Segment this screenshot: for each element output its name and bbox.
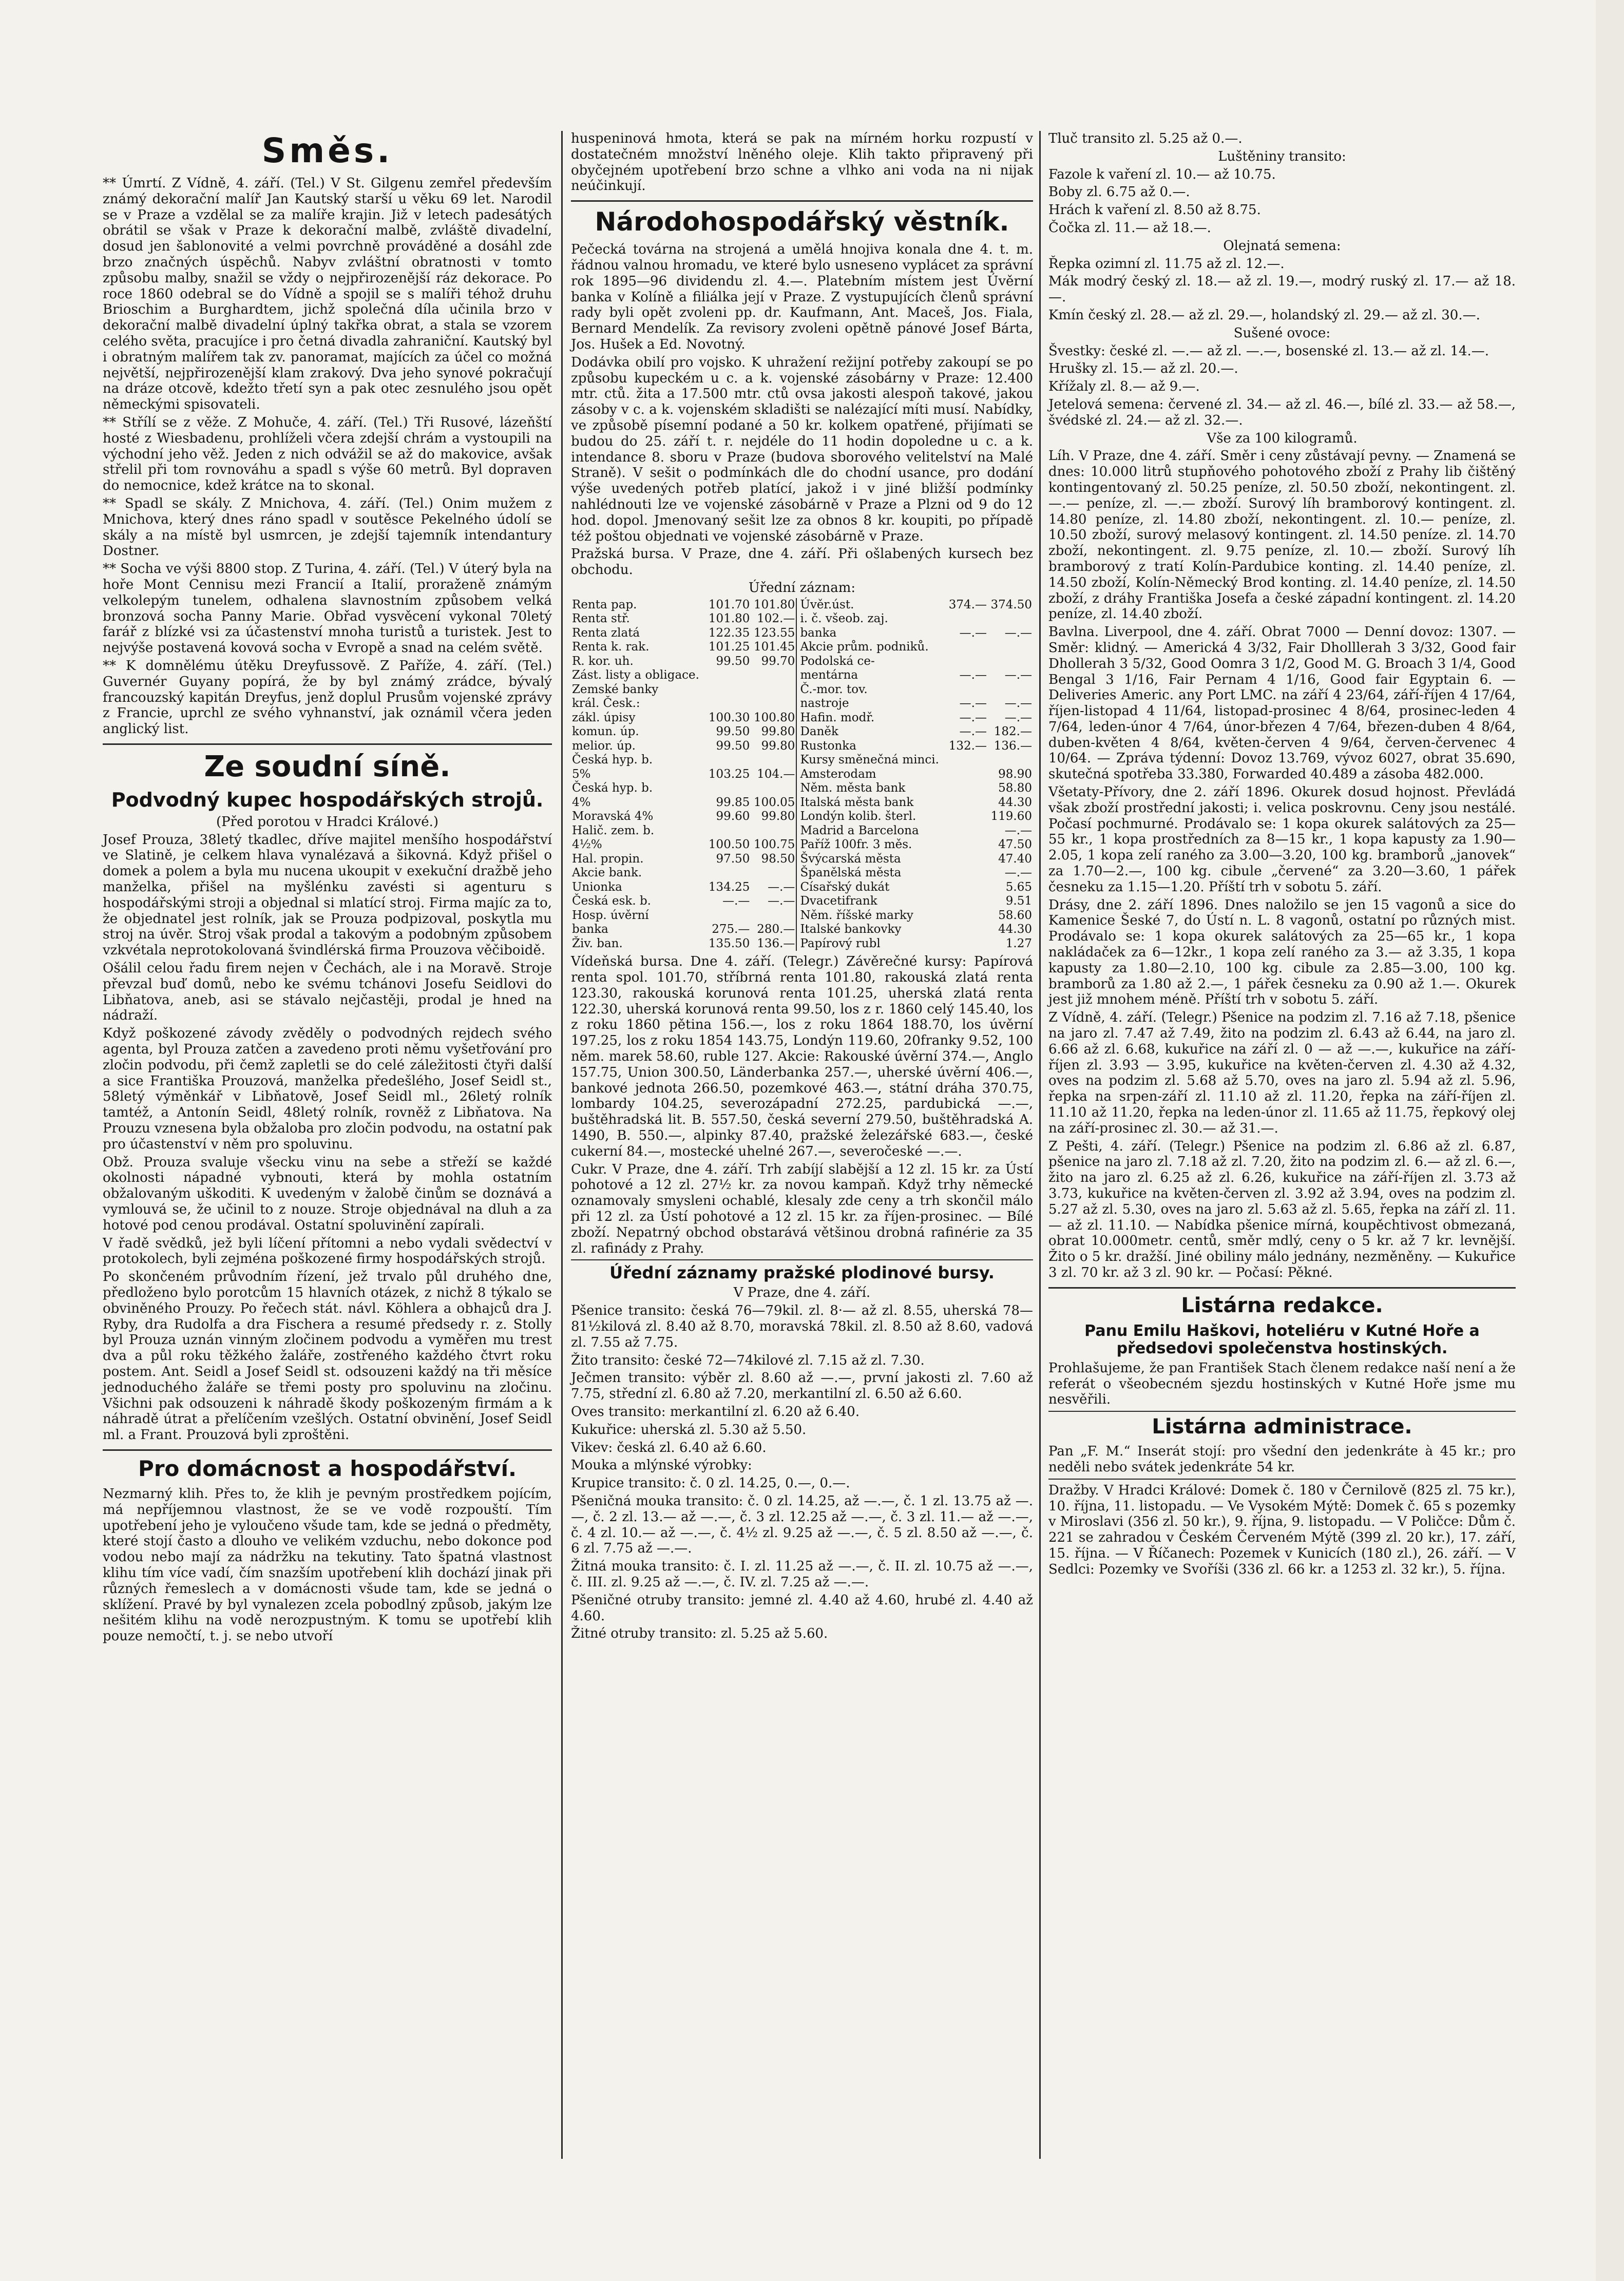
bursa-cell-right [946, 937, 988, 951]
bursa-cell-left: 99.50 [716, 654, 750, 668]
bursa-cell-right: Něm. říšské marky [796, 909, 946, 923]
bursa-cell-right: Hafin. modř. [796, 711, 946, 725]
bursa-cell-left: 101.45 [753, 640, 795, 654]
bursa-cell-left: Renta zlatá [572, 626, 640, 640]
commodity-price-line: Pšeničné otruby transito: jemné zl. 4.40 až 4.60, hrubé zl. 4.40 až 4.60. [571, 1592, 1033, 1624]
commodity-price-line: Žitné otruby transito: zl. 5.25 až 5.60. [571, 1626, 828, 1642]
bursa-row [571, 739, 1033, 754]
urad-zaznamy-list [571, 1303, 1033, 1642]
bursa-row [571, 711, 1033, 725]
urad-zaznamy-date: V Praze, dne 4. září. [733, 1285, 871, 1301]
bursa-cell-left: 99.80 [761, 725, 795, 739]
section-title-listarna-administrace: Listárna administrace. [1152, 1415, 1412, 1439]
bursa-cell-right [988, 753, 1033, 768]
bursa-cell-left: 99.60 [716, 810, 750, 823]
bursa-row [571, 655, 1033, 669]
group-heading: Olejnatá semena: [1223, 238, 1341, 254]
commodity-price-line: Kukuřice: uherská zl. 5.30 až 5.50. [571, 1422, 807, 1437]
bursa-cell-left: Renta k. rak. [572, 640, 649, 654]
bursa-cell-right: Rustonka [796, 739, 946, 754]
bursa-row [571, 768, 1033, 782]
bursa-cell-right: Londýn kolib. šterl. [796, 810, 946, 824]
bursa-cell-left: 99.50 [716, 725, 750, 739]
commodity-price-line: Žitná mouka transito: č. I. zl. 11.25 až —.—, č. II. zl. 10.75 až —.—, č. III. zl. 9.25 až —.—, č. IV. zl. 7.25 až —.—. [571, 1559, 1033, 1590]
bursa-row [571, 612, 1033, 626]
bursa-cell-right: Daněk [796, 725, 946, 739]
bursa-cell-right: Podolská ce- [796, 655, 946, 669]
news-item: ** Spadl se skály. Z Mnichova, 4. září. (Tel.) Onim mužem z Mnichova, který dnes ráno spadl v soutěsce Pekelného údolí se skály a na místě byl usmrcen, je zdejší tajemník intendantury Dostner. [103, 495, 552, 559]
price-line: Tluč transito zl. 5.25 až 0.—. [1048, 131, 1243, 146]
bursa-cell-left: 100.75 [753, 838, 795, 852]
column-1 [103, 131, 552, 1646]
bursa-row [571, 880, 1033, 895]
bursa-row [571, 753, 1033, 768]
bursa-cell-left [751, 697, 796, 711]
article-paragraph: Ošálil celou řadu firem nejen v Čechách, ale i na Moravě. Stroje převzal buď domů, nebo ke svému tchánovi Josefu Seidlovi do Libňatova, aneb, asi se stávalo nejčastěji, prodal je hned na nádraží. [103, 961, 552, 1024]
bursa-cell-left: 101.80 [708, 612, 750, 626]
section-divider [1048, 1479, 1516, 1480]
market-report: Bavlna. Liverpool, dne 4. září. Obrat 7000 — Denní dovoz: 1307. — Směr: klidný. — Americká 4 3/32, Fair Dholllerah 3 3/32, Good fair Dhollerah 3 5/32, Good Oomra 3 1/2, Good M. G. Broach 3 1/4, Good Bengal 3 1/16, Fair Pernam 4 1/16, Good fair Egyptain 6. — Deliveries Americ. any Port LMC. na září 4 23/64, září-říjen 4 17/64, říjen-listopad 4 11/64, listopad-prosinec 4 8/64, prosinec-leden 4 7/64, leden-únor 4 7/64, únor-březen 4 7/64, březen-duben 4 8/64, duben-květen 4 8/64, květen-červen 4 9/64, červen-červenec 4 10/64. — Zpráva týdenní: Dovoz 13.769, vývoz 6027, obrat 35.690, skutečná spotřeba 33.380, Forwarded 40.489 a zásoba 482.000. [1048, 624, 1516, 782]
market-report: Líh. V Praze, dne 4. září. Směr i ceny zůstávají pevny. — Znamená se dnes: 10.000 litrů stupňového pohotového zboží z Prahy lib čištěný kontingentovaný zl. 50.25 peníze, zl. 50.50 zboží, nekontingent. zl. —.— peníze, zl. —.— zboží. Surový líh bramborový kontingent. zl. 14.80 peníze, zl. 14.80 zboží, nekontingent. zl. 10.— peníze, zl. 10.50 zboží, surový melasový kontingent. zl. 14.50 peníze. zl. 14.70 zboží, nekontingent. zl. 9.75 peníze, zl. 10.— zboží. Surový líh bramborový z tratí Kolín-Pardubice konting. zl. 14.40 peníze, zl. 14.50 zboží, Kolín-Německý Brod konting. zl. 14.40 peníze, zl. 14.50 zboží, z dráhy Františka Josefa a české západní kontingent. zl. 14.20 peníze, zl. 14.40 zboží. [1048, 448, 1516, 622]
bursa-cell-right: —.— [1004, 711, 1032, 724]
bursa-cell-left: 102.— [757, 612, 795, 626]
article-paragraph: Když poškozené závody zvěděly o podvodných rejdech svého agenta, byl Prouza zatčen a zavedeno proti němu vyšetřování pro zločin podvodu, při čemž zapletli se do celé záležitosti čtyři další a sice Františka Prouzová, manželka předešlého, Josef Seidl st., 58letý výměnkář v Libňatově, Josef Seidl ml., 26letý rolník tamtéž, a Antonín Seidl, 48letý rolník, rovněž z Libňatova. Na Prouzu vznesena byla obžaloba pro zločin podvodu, na ostatní pak pro účastenství v něm pro spoluvinu. [103, 1026, 552, 1152]
bursa-cell-left [705, 683, 751, 697]
commodity-price-line: Oves transito: merkantilní zl. 6.20 až 6.40. [571, 1404, 860, 1420]
bursa-cell-right: Dvacetifrank [796, 894, 946, 909]
bursa-cell-left [751, 824, 796, 838]
bursa-cell-left: 134.25 [708, 880, 750, 894]
bursa-cell-left: Akcie bank. [572, 866, 642, 880]
bursa-cell-right: Kursy směnečná minci. [796, 753, 946, 768]
price-line: Švestky: české zl. —.— až zl. —.—, bosenské zl. 13.— až zl. 14.—. [1048, 343, 1489, 359]
bursa-cell-left: 5% [572, 767, 591, 781]
bursa-cell-left: —.— [768, 894, 795, 908]
bursa-cell-right [946, 683, 988, 697]
section-title-listarna-redakce: Listárna redakce. [1181, 1293, 1383, 1317]
bursa-cell-right: Amsterodam [796, 768, 946, 782]
article-paragraph: Josef Prouza, 38letý tkadlec, dříve majitel menšího hospodářství ve Slatině, je celkem hlava vynalézavá a šikovná. Když přišel o domek a polem a byla mu nucena ukoupit v exekuční dražbě jeho manželka, přišel na myšlénku zavésti si agenturu s hospodářskými stroji a objednal si mlatící stroj. Firma majíc za to, že objednatel jest rolník, jak se Prouza podpizoval, poskytla mu stroj na úvěr. Stroj však prodal a takovým a podobným způsobem vzkvétala neprotokolovaná švindlérská firma Prouzova věčiboidě. [103, 832, 552, 959]
bursa-cell-right [946, 894, 988, 909]
bursa-cell-left: —.— [768, 880, 795, 894]
price-line: Kmín český zl. 28.— až zl. 29.—, holandský zl. 29.— až zl. 30.—. [1048, 307, 1480, 323]
bursa-cell-right: Paříž 100fr. 3 měs. [796, 838, 946, 852]
commodity-price-line: Krupice transito: č. 0 zl. 14.25, 0.—, 0.—. [571, 1475, 850, 1491]
bursa-row [571, 668, 1033, 683]
bursa-cell-right: —.— [1004, 823, 1032, 837]
bursa-row [571, 824, 1033, 838]
price-note: Vše za 100 kilogramů. [1207, 430, 1358, 446]
bursa-cell-right: 374.— [948, 598, 987, 611]
bursa-row [571, 894, 1033, 909]
bursa-cell-right: 9.51 [1005, 894, 1032, 908]
news-item: Pečecká továrna na strojená a umělá hnojiva konala dne 4. t. m. řádnou valnou hromadu, ve které bylo usneseno vyplácet za správní rok 1895—96 dividendu zl. 4.—. Platebním místem jest Úvěrní banka v Kolíně a filiálka její v Praze. Z vystupujících členů správní rady byli opět zvoleni pp. dr. Kaufmann, Ant. Maceš, Jos. Fiala, Bernard Mendelík. Za revisory zvoleni opětně pánové Josef Bárta, Jos. Hušek a Ed. Novotný. [571, 242, 1033, 352]
article-paragraph: Po skončeném průvodním řízení, jež trvalo půl druhého dne, předloženo bylo porotcům 15 hlavních otázek, z nichž 8 týkalo se obviněného Prouzy. Po řečech stát. návl. Köhlera a obhajců dra J. Ryby, dra Rudolfa a dra Fischera a resumé předsedy r. z. Stolly byl Prouza uznán vinným zločinem podvodu a vyměřen mu trest dva a půl roku těžkého žaláře, zostřeného každého čtvrt roku postem. Ant. Seidl a Josef Seidl st. odsouzeni každý na tři měsíce jednoduchého žaláře se třemi posty pro spoluvinu na zločinu. Všichni pak odsouzeni k náhradě škody poškozeným firmám a k náhradě útrat a přelíčením vzešlých. Ostatní obvinění, Josef Seidl ml. a Frant. Prouzová byli zproštěni. [103, 1269, 552, 1443]
bursa-cell-left [705, 866, 751, 880]
commodity-price-line: Ječmen transito: výběr zl. 8.60 až —.—, první jakosti zl. 7.60 až 7.75, střední zl. 6.80 až 7.20, merkantilní zl. 6.50 až 6.60. [571, 1370, 1033, 1402]
bursa-table [571, 598, 1033, 951]
bursa-cell-left: Renta pap. [572, 598, 637, 611]
price-line: Fazole k vaření zl. 10.— až 10.75. [1048, 166, 1276, 182]
bursa-cell-right: 136.— [993, 739, 1032, 753]
section-divider [103, 743, 552, 745]
bursa-cell-right: Papírový rubl [796, 937, 946, 951]
bursa-cell-right: nastroje [796, 697, 946, 711]
bursa-cell-right: 47.50 [998, 838, 1032, 852]
bursa-cell-right [946, 909, 988, 923]
bursa-intro: Pražská bursa. V Praze, dne 4. září. Při ošlabených kursech bez obchodu. [571, 546, 1033, 578]
bursa-cell-left [751, 683, 796, 697]
article-paragraph: V řadě svědků, jež byli líčení přítomni a nebo vydali svědectví v protokolech, byli zejména poškozené firmy hospodářských strojů. [103, 1235, 552, 1267]
bursa-cell-right: —.— [959, 725, 987, 739]
bursa-cell-right [988, 655, 1033, 669]
bursa-cell-left: 100.05 [753, 795, 795, 809]
commodity-price-line: Vikev: česká zl. 6.40 až 6.60. [571, 1440, 767, 1455]
bursa-cell-left: Zemské banky [572, 682, 659, 696]
bursa-cell-right: —.— [959, 668, 987, 682]
bursa-row [571, 640, 1033, 655]
bursa-cell-right: 374.50 [990, 598, 1032, 611]
bursa-cell-left: Hal. propin. [572, 852, 644, 866]
bursa-row [571, 923, 1033, 937]
news-item: ** Úmrtí. Z Vídně, 4. září. (Tel.) V St. Gilgenu zemřel především známý dekorační malíř Jan Kautský starší u věku 69 let. Narodil se v Praze a vzdělal se za malíře krajin. Již v letech padesátých obrátil se však v Praze k dekorační malbě, zvláště divadelní, dosud jen šablonovité a velmi povrchně prováděné a dosáhl zde brzo značných úspěchů. Nabyv zvláštní obratnosti v tomto způsobu malby, snažil se vždy o nejpřirozenější ráz dekorace. Po roce 1860 odebral se do Vídně a spojil se s malíři téhož druhu Brioschim a Burghardtem, jichž společná díla učinila brzo v dekorační malbě divadelní úplný takřka obrat, a stala se vzorem celého světa, pracujíce i pro četná divadla zahraniční. Kautský byl i obratným malířem tak zv. panoramat, majících za účel co možná největší, nejpřirozenější klam zrakový. Dva jeho synové pokračují na dráze otcově, kdežto třetí syn a pak otec zesnulého jsou opět německými spisovateli. [103, 176, 552, 413]
letter-body: Pan „F. M.“ Inserát stojí: pro všední den jedenkráte à 45 kr.; pro neděli nebo svátek jedenkráte 54 kr. [1048, 1444, 1516, 1475]
bursa-cell-left: 103.25 [708, 767, 750, 781]
commodity-price-line: Žito transito: české 72—74kilové zl. 7.15 až zl. 7.30. [571, 1352, 925, 1368]
bursa-cell-right: 58.60 [998, 908, 1032, 922]
bursa-cell-left: 135.50 [708, 936, 750, 950]
article-continuation: huspeninová hmota, která se pak na mírném horku rozpustí v dostatečném množství lněného oleje. Klih takto připravený při obyčejném upotřebení brzo schne a vlhko ani voda na ni nijak neúčinkují. [571, 131, 1033, 194]
bursa-cell-left: 99.80 [761, 739, 795, 753]
page-edge [1596, 0, 1624, 2281]
price-line: Řepka ozimní zl. 11.75 až zl. 12.—. [1048, 256, 1285, 272]
bursa-cell-left: 280.— [757, 923, 795, 936]
bursa-section-label: Úřední záznam: [748, 580, 856, 596]
bursa-row [571, 626, 1033, 641]
letter-body: Prohlašujeme, že pan František Stach členem redakce naší není a že referát o všeobecném sjezdu hostinských v Kutné Hoře jsme mu nesvěřili. [1048, 1360, 1516, 1408]
section-divider [571, 200, 1033, 202]
section-title-narodohospodarsky: Národohospodářský věstník. [595, 207, 1009, 237]
column-rule [561, 131, 563, 2159]
bursa-cell-right [946, 866, 988, 880]
bursa-cell-left: 100.30 [708, 711, 750, 724]
bursa-cell-right: Italské bankovky [796, 923, 946, 937]
bursa-row [571, 683, 1033, 697]
letter-addressee: Panu Emilu Haškovi, hoteliéru v Kutné Hoře a předsedovi společenstva hostinských. [1084, 1321, 1480, 1357]
bursa-row [571, 937, 1033, 951]
bursa-cell-right: 44.30 [998, 923, 1032, 936]
news-item: Dodávka obilí pro vojsko. K uhražení režijní potřeby zakoupí se po způsobu kupeckém u c. a k. vojenské zásobárny v Praze: 12.400 mtr. ctů. žita a 17.500 mtr. ctů ovsa jakosti alespoň takové, jakou zásoby v c. a k. vojenském skladišti se nalézající míti musí. Nabídky, ve způsobě písemní podané a 50 kr. kolkem opatřené, přijímati se budou do 25. září t. r. nejdéle do 11 hodin dopoledne u c. a k. intendance 8. sboru v Praze (budova sborového velitelství na Malé Straně). V sešit o podmínkách dle do chodní usance, pro dodání výše uvedených potřeb platící, jakož i v jiné bližší podmínky nahlédnouti lze ve vojenské zásobárně v Praze a Plzni od 9 do 12 hod. dopol. Jmenovaný sešit lze za obnos 8 kr. koupiti, po případě též poštou objednati ve vojenské zásobárně v Praze. [571, 354, 1033, 544]
commodity-price-line: Mouka a mlýnské výrobky: [571, 1458, 752, 1473]
bursa-cell-right [946, 768, 988, 782]
bursa-cell-right [988, 612, 1033, 626]
auction-notices: Dražby. V Hradci Králové: Domek č. 180 v Černilově (825 zl. 75 kr.), 10. října, 11. listopadu. — Ve Vysokém Mýtě: Domek č. 65 s pozemky v Miroslavi (356 zl. 50 kr.), 9. října, 9. listopadu. — V Poličce: Dům č. 221 se zahradou v Českém Červeném Mýtě (399 zl. 20 kr.), 17. září, 15. října. — V Říčanech: Pozemek v Kunicích (180 zl.), 26. září. — V Sedlci: Pozemky ve Svoříši (336 zl. 66 kr. a 1253 zl. 32 kr.), 5. října. [1048, 1482, 1516, 1577]
bursa-cell-left: Hosp. úvěrní [572, 908, 649, 922]
bursa-cell-right: —.— [959, 697, 987, 711]
article-paragraph: Nezmarný klih. Přes to, že klih je pevným prostředkem pojícím, má nepříjemnou vlastnost, že se ve vodě rozpouští. Tím upotřebení jeho je vyloučeno všude tam, kde se jedná o předměty, které stojí často a dlouho ve velikém vzduchu, nebo dokonce pod vodou nebo mají za nádržku na tekutiny. Tato špatná vlastnost klihu tím více vadí, čím snazším upotřebení klih dochází jinak při různých řemeslech a v domácnosti všude tam, kde se jedná o sklížení. Pravé by byl vynalezen zcela pobodlný způsob, jakým lze nešitém klihu na vodě nerozpustným. K tomu se upotřebí klih pouze nemočtí, t. j. se nebo utvoří [103, 1486, 552, 1644]
bursa-cell-left: R. kor. uh. [572, 654, 634, 668]
bursa-cell-left [705, 697, 751, 711]
bursa-cell-left [751, 781, 796, 796]
section-title-soud: Ze soudní síně. [204, 750, 451, 783]
column-rule [1039, 131, 1041, 2159]
bursa-cell-right [946, 810, 988, 824]
bursa-cell-left: banka [572, 923, 608, 936]
news-item: Cukr. V Praze, dne 4. září. Trh zabíjí slabější a 12 zl. 15 kr. za Ústí pohotové a 12 zl. 27½ kr. za novou kampaň. Když trhy německé oznamovaly smysleni ochablé, klesaly zde ceny a trh skončil málo při 12 zl. za Ústí pohotové a 12 zl. 15 kr. za říjen-prosinec. — Bílé zboží. Nepatrný obchod obstarává většinou drobná rafinérie za 35 zl. rafinády z Prahy. [571, 1161, 1033, 1256]
bursa-cell-right: mentárna [796, 668, 946, 683]
bursa-row [571, 697, 1033, 711]
bursa-cell-left [751, 866, 796, 880]
price-line: Křížaly zl. 8.— až 9.—. [1048, 379, 1200, 395]
bursa-cell-left: 122.35 [708, 626, 750, 640]
bursa-cell-right: 47.40 [998, 852, 1032, 866]
bursa-cell-left: zákl. úpisy [572, 711, 636, 724]
bursa-cell-right [988, 683, 1033, 697]
bursa-cell-right: —.— [959, 626, 987, 640]
bursa-cell-right: —.— [1004, 866, 1032, 880]
group-heading: Sušené ovoce: [1233, 325, 1331, 341]
bursa-cell-right: Č.-mor. tov. [796, 683, 946, 697]
bursa-cell-right: Španělská města [796, 866, 946, 880]
bursa-cell-right [946, 753, 988, 768]
bursa-cell-left: 99.50 [716, 739, 750, 753]
bursa-cell-left: 99.85 [716, 795, 750, 809]
column-3 [1048, 131, 1516, 1580]
section-title-smes: Směs. [261, 131, 393, 170]
price-line: Čočka zl. 11.— až 18.—. [1048, 220, 1211, 236]
bursa-cell-left: 101.70 [708, 598, 750, 611]
article-paragraph: Obž. Prouza svaluje všecku vinu na sebe a střeží se každé okolnosti nápadné vybnouti, která by mohla ostatním obžalovaným uškoditi. K uvedeným v žalobě činům se doznává a vymlouvá se, že učinil to z nouze. Stroje objednával na dluh a za hotové pod cenou prodával. Ostatní spoluvinění zapírali. [103, 1154, 552, 1233]
bursa-cell-left: 97.50 [716, 852, 750, 866]
bursa-cell-left: komun. úp. [572, 725, 639, 739]
bursa-cell-left: 99.80 [761, 810, 795, 823]
bursa-cell-right: Madrid a Barcelona [796, 824, 946, 838]
bursa-cell-right: —.— [1004, 626, 1032, 640]
price-line: Hrách k vaření zl. 8.50 až 8.75. [1048, 202, 1261, 218]
price-line: Hrušky zl. 15.— až zl. 20.—. [1048, 361, 1238, 377]
article-headline: Podvodný kupec hospodářských strojů. [111, 788, 544, 811]
bursa-row [571, 796, 1033, 810]
bursa-cell-right: 58.80 [998, 781, 1032, 795]
bursa-cell-right [946, 612, 988, 626]
bursa-row [571, 810, 1033, 824]
bursa-row [571, 725, 1033, 739]
section-divider [571, 1259, 1033, 1260]
bursa-cell-right [946, 640, 988, 655]
news-item: ** K domnělému útěku Dreyfussově. Z Paříže, 4. září. (Tel.) Guvernér Guyany popírá, že by byl známý zrádce, bývalý francouzský kapitán Dreyfus, jenž doplul Prusům vojenské zprávy z Francie, uprchl ze svého vyhnanství, jak oznámil včera jeden anglický list. [103, 658, 552, 737]
bursa-cell-left: 100.50 [708, 838, 750, 852]
bursa-cell-right: 132.— [948, 739, 987, 753]
bursa-cell-right: 44.30 [998, 795, 1032, 809]
bursa-cell-right: Italská města bank [796, 796, 946, 810]
bursa-cell-left: Moravská 4% [572, 810, 654, 823]
bursa-cell-right: Akcie prům. podniků. [796, 640, 946, 655]
bursa-cell-right: —.— [959, 711, 987, 724]
bursa-cell-right: Něm. města bank [796, 781, 946, 796]
bursa-cell-right [946, 838, 988, 852]
bursa-cell-right: banka [796, 626, 946, 641]
bursa-cell-left: 4½% [572, 838, 602, 852]
section-title-domacnost: Pro domácnost a hospodářství. [138, 1455, 517, 1481]
section-divider [1048, 1287, 1516, 1289]
bursa-cell-left [705, 909, 751, 923]
bursa-cell-left: Unionka [572, 880, 622, 894]
bursa-cell-left: 104.— [757, 767, 795, 781]
market-report: Všetaty-Přívory, dne 2. září 1896. Okurek dosud hojnost. Převládá však zboží prostřední jakosti; i. velica poskrovnu. Ceny jsou nestálé. Počasí pochmurné. Prodávalo se: 1 kopa okurek salátových za 25—55 kr., 1 kopa prostředních za 8—15 kr., 1 kopa kapusty za 1.90—2.05, 1 kopa zelí raného za 3.00—3.20, 100 kg. bramborů „janovek“ za 1.70—2.—, 100 kg. cibule „červené“ za 3.20—3.60, 1 pářek česneku za 1.15—1.20. Příští trh v sobotu 5. září. [1048, 784, 1516, 895]
bursa-cell-left: —.— [722, 894, 750, 908]
bursa-cell-right: i. č. všeob. zaj. [796, 612, 946, 626]
bursa-cell-right: Úvěr.úst. [796, 598, 946, 612]
bursa-cell-left: král. Česk.: [572, 697, 640, 711]
bursa-cell-left: Česká hyp. b. [572, 781, 653, 795]
bursa-cell-right: Švýcarská města [796, 852, 946, 867]
bursa-cell-left: Česká hyp. b. [572, 753, 653, 767]
article-venue: (Před porotou v Hradci Králové.) [216, 814, 438, 830]
bursa-row [571, 598, 1033, 612]
price-line: Mák modrý český zl. 18.— až zl. 19.—, modrý ruský zl. 17.— až 18.—. [1048, 274, 1516, 305]
market-report: Drásy, dne 2. září 1896. Dnes naložilo se jen 15 vagonů a sice do Kamenice Šeské 7, do Ústí n. L. 8 vagonů, ostatní po různých mist. Prodávalo se: 1 kopa okurek salátových za 25—65 kr., 1 kopa nakládaček za 6—12kr., 1 kopa zelí raného za 3.— až 3.35, 1 kopa kapusty za 1.80—2.10, 100 kg. cibule za 2.85—3.00, 100 kg. bramborů za 1.80 až 2.—, 1 pářek česneku za 0.90 až 1.—. Okurek jest již mnohem méně. Příští trh v sobotu 5. září. [1048, 897, 1516, 1008]
bursa-cell-right [946, 824, 988, 838]
bursa-cell-right: 119.60 [990, 810, 1032, 823]
urad-zaznamy-title: Úřední záznamy pražské plodinové bursy. [609, 1263, 995, 1283]
commodity-price-line: Pšenice transito: česká 76—79kil. zl. 8·— až zl. 8.55, uherská 78—81½kilová zl. 8.40 až 8.70, moravská 78kil. zl. 8.50 až 8.60, vadová zl. 7.55 až 7.75. [571, 1303, 1033, 1350]
bursa-row [571, 866, 1033, 880]
price-line: Jetelová semena: červené zl. 34.— až zl. 46.—, bílé zl. 33.— až 58.—, švédské zl. 24.— až zl. 32.—. [1048, 396, 1516, 428]
bursa-cell-left: Renta stř. [572, 612, 630, 626]
bursa-cell-left: 136.— [757, 936, 795, 950]
bursa-cell-left: Zást. listy a obligace. [572, 668, 699, 682]
bursa-cell-left [705, 824, 751, 838]
bursa-row [571, 781, 1033, 796]
news-item: Vídeňská bursa. Dne 4. září. (Telegr.) Závěrečné kursy: Papírová renta spol. 101.70, stříbrná renta 101.80, rakouská zlatá renta 123.30, rakouská korunová renta 101.25, uherská zlatá renta 122.30, uherská korunová renta 99.50, los z r. 1860 celý 145.40, los z roku 1860 pětina 156.—, los z roku 1864 188.70, los úvěrní 197.25, los z roku 1854 143.75, Londýn 119.60, 20franky 9.52, 100 něm. marek 58.60, ruble 127. Akcie: Rakouské úvěrní 374.—, Anglo 157.75, Union 300.50, Länderbanka 257.—, uherské úvěrní 406.—, bankové jednota 266.50, pozemkové 463.—, státní dráha 370.75, lombardy 104.25, severozápadní 272.25, pardubická —.—, buštěhradská lit. B. 557.50, česká severní 279.50, buštěhradská A. 1490, B. 550.—, alpinky 87.40, pražské železářské 683.—, české cukerní 84.—, mostecké uhelné 267.—, severočeské —.—. [571, 954, 1033, 1159]
bursa-cell-left [705, 781, 751, 796]
bursa-cell-left: 123.55 [753, 626, 795, 640]
bursa-cell-left [705, 668, 751, 683]
bursa-cell-left: melior. úp. [572, 739, 636, 753]
news-item: ** Socha ve výši 8800 stop. Z Turina, 4. září. (Tel.) V úterý byla na hoře Mont Cennisu mezi Francií a Italií, proraženě známým velkolepým tunelem, odhalena slavnostním způsobem velká bronzová socha Panny Marie. Obřad vysvěcení vykonal 70letý farář z blízké vsi za účastenství mnoha turistů a turistek. Jest to nejvýše postavená kovová socha v Evropě a snad na celém světě. [103, 561, 552, 656]
bursa-cell-right [946, 655, 988, 669]
bursa-cell-right [946, 880, 988, 895]
bursa-cell-left: 99.70 [761, 654, 795, 668]
bursa-row [571, 909, 1033, 923]
bursa-cell-right: 182.— [993, 725, 1032, 739]
price-line: Boby zl. 6.75 až 0.—. [1048, 184, 1190, 200]
commodity-price-line: Pšeničná mouka transito: č. 0 zl. 14.25, až —.—, č. 1 zl. 13.75 až —.—, č. 2 zl. 13.— až —.—, č. 3 zl. 12.25 až —.—, č. 3 zl. 11.— až —.—, č. 4 zl. 10.— až —.—, č. 4½ zl. 9.25 až —.—, č. 5 zl. 8.50 až —.—, č. 6 zl. 7.75 až —.—. [571, 1493, 1033, 1557]
bursa-cell-left [705, 753, 751, 768]
bursa-cell-left: 275.— [712, 923, 750, 936]
section-divider [103, 1449, 552, 1451]
bursa-cell-right [988, 640, 1033, 655]
section-divider [1048, 1411, 1516, 1412]
bursa-cell-right [946, 923, 988, 937]
bursa-row [571, 838, 1033, 852]
bursa-cell-right: —.— [1004, 697, 1032, 711]
bursa-cell-left: 98.50 [761, 852, 795, 866]
bursa-cell-right [946, 796, 988, 810]
bursa-cell-right [946, 781, 988, 796]
bursa-cell-right: 5.65 [1005, 880, 1032, 894]
bursa-cell-left: 101.25 [708, 640, 750, 654]
bursa-cell-left [751, 753, 796, 768]
news-item: ** Střílí se z věže. Z Mohuče, 4. září. (Tel.) Tři Rusové, lázeňští hosté z Wiesbadenu, prohlíželi včera zdejší chrám a vystoupili na východní jeho věž. Jeden z nich odvážil se až do makovice, avšak střelil při tom rovnováhu a spadl s výše 60 metrů. Byl dopraven do nemocnice, kdež krátce na to skonal. [103, 414, 552, 494]
bursa-cell-right: —.— [1004, 668, 1032, 682]
bursa-cell-right: 98.90 [998, 767, 1032, 781]
market-report: Z Pešti, 4. září. (Telegr.) Pšenice na podzim zl. 6.86 až zl. 6.87, pšenice na jaro zl. 7.18 až zl. 7.20, žito na podzim zl. 6.— až zl. 6.—, žito na jaro zl. 6.25 až zl. 6.26, kukuřice na září-říjen zl. 3.73 až 3.73, kukuřice na květen-červen zl. 3.92 až 3.94, oves na podzim zl. 5.27 až zl. 5.30, oves na jaro zl. 5.63 až zl. 5.65, řepka na září zl. 11.— až zl. 11.10. — Nabídka pšenice mírná, koupěchtivost obmezaná, obrat 10.000metr. centů, směr mdlý, ceny o 5 kr. až 7 kr. levnější. Žito o 5 kr. dražší. Jiné obiliny málo jednány, nezměněny. — Kukuřice 3 zl. 70 kr. až 3 zl. 90 kr. — Počasí: Pěkné. [1048, 1138, 1516, 1280]
bursa-cell-left: 101.80 [753, 598, 795, 611]
bursa-row [571, 852, 1033, 867]
bursa-cell-right: 1.27 [1005, 936, 1032, 950]
bursa-cell-left: Česká esk. b. [572, 894, 651, 908]
market-report: Z Vídně, 4. září. (Telegr.) Pšenice na podzim zl. 7.16 až 7.18, pšenice na jaro zl. 7.47 až 7.49, žito na podzim zl. 6.43 až 6.44, na jaro zl. 6.66 až zl. 6.68, kukuřice na září zl. 0 — až —.—, kukuřice na září-říjen zl. 3.93 — 3.95, kukuřice na květen-červen zl. 4.30 až 4.32, oves na podzim zl. 5.68 až 5.70, oves na jaro zl. 5.94 až zl. 5.96, řepka na srpen-září zl. 11.10 až zl. 11.20, řepka na září-říjen zl. 11.10 až 11.20, řepka na leden-únor zl. 11.65 až 11.75, řepkový olej na září-prosinec zl. 30.— až 31.—. [1048, 1010, 1516, 1136]
bursa-cell-left: Halič. zem. b. [572, 823, 655, 837]
bursa-cell-left [751, 668, 796, 683]
bursa-cell-left: 100.80 [753, 711, 795, 724]
group-heading: Luštěniny transito: [1218, 148, 1346, 164]
column-2 [571, 131, 1033, 1644]
bursa-cell-left: Živ. ban. [572, 936, 623, 950]
bursa-cell-left [751, 909, 796, 923]
bursa-cell-left: 4% [572, 795, 591, 809]
bursa-cell-right: Císařský dukát [796, 880, 946, 895]
bursa-cell-right [946, 852, 988, 867]
